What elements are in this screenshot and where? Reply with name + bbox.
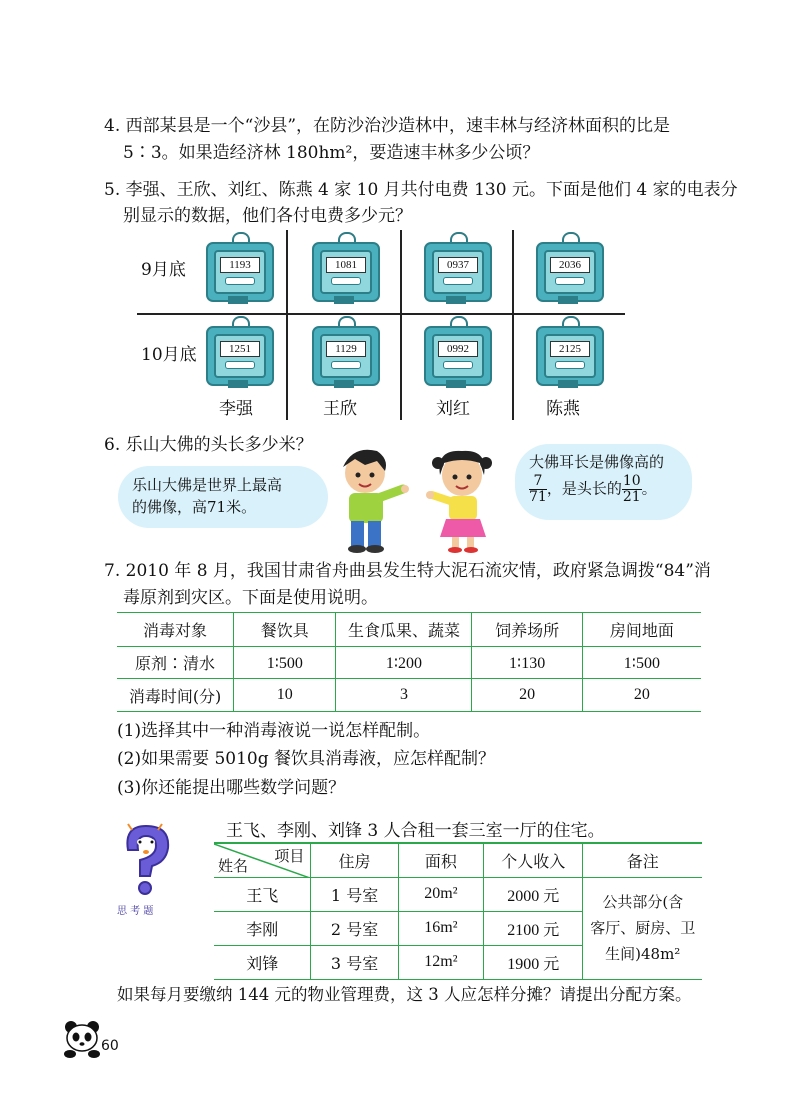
corner-bottom: 姓名 [218, 856, 249, 875]
table-header-cell: 消毒对象 [117, 613, 234, 647]
table-header-cell: 生食瓜果、蔬菜 [336, 613, 472, 647]
bubble-right-line1: 大佛耳长是佛像高的 [529, 453, 665, 471]
table-corner-cell [214, 843, 311, 877]
electric-meter-icon [206, 238, 274, 304]
table-cell: 20 [472, 679, 582, 712]
table-header-cell: 面积 [398, 843, 483, 877]
think-badge-label: 思 考 题 [117, 906, 154, 917]
table-row [117, 647, 701, 679]
fraction: $\frac{10}{21}$ [622, 473, 641, 505]
q5-line2: 别显示的数据，他们各付电费多少元？ [123, 206, 412, 226]
table-cell: 李刚 [214, 911, 311, 945]
table-header-cell: 餐饮具 [234, 613, 336, 647]
electric-meter-icon [312, 322, 380, 388]
table-cell: 10 [234, 679, 336, 712]
note-line: 公共部分(含 [602, 893, 684, 911]
q6-title: 6. 乐山大佛的头长多少米？ [104, 435, 313, 455]
fraction: $\frac{7}{71}$ [529, 473, 547, 505]
meter-reading: 0937 [438, 257, 478, 273]
q7-sub3: (3)你还能提出哪些数学问题？ [117, 778, 346, 798]
table-cell: 12m² [398, 945, 483, 979]
table-cell: 16m² [398, 911, 483, 945]
grid-divider [137, 313, 625, 315]
electric-meter-icon [536, 322, 604, 388]
disinfectant-table [117, 612, 701, 712]
q7-sub2: (2)如果需要 5010g 餐饮具消毒液，应怎样配制？ [117, 749, 496, 769]
bubble-right-end: 。 [641, 479, 657, 498]
electric-meter-icon [424, 238, 492, 304]
meter-reading: 2036 [550, 257, 590, 273]
q4-line2: 5∶3。如果造经济林 180hm²，要造速丰林多少公顷？ [123, 143, 540, 163]
q4-line1: 4. 西部某县是一个“沙县”，在防沙治沙造林中，速丰林与经济林面积的比是 [104, 116, 671, 136]
table-header-cell: 住房 [311, 843, 398, 877]
girl-illustration [422, 445, 502, 555]
table-cell: 2100 元 [484, 911, 583, 945]
meter-reading: 2125 [550, 341, 590, 357]
table-cell: 1 号室 [311, 877, 398, 911]
think-question: 如果每月要缴纳 144 元的物业管理费，这 3 人应怎样分摊？请提出分配方案。 [117, 985, 692, 1004]
grid-divider [512, 230, 514, 420]
note-cell [583, 877, 702, 979]
table-row [117, 613, 701, 647]
table-header-cell: 饲养场所 [472, 613, 582, 647]
table-row [214, 843, 702, 877]
meter-reading: 1251 [220, 341, 260, 357]
q7-sub1: (1)选择其中一种消毒液说一说怎样配制。 [117, 721, 431, 741]
q7-line1: 7. 2010 年 8 月，我国甘肃省舟曲县发生特大泥石流灾情，政府紧急调拨“84”消 [104, 561, 711, 581]
panda-icon [62, 1018, 102, 1060]
page-number: 60 [101, 1038, 119, 1054]
boy-illustration [325, 445, 415, 555]
table-cell: 1900 元 [484, 945, 583, 979]
electric-meter-icon [536, 238, 604, 304]
table-cell: 刘锋 [214, 945, 311, 979]
table-cell: 2 号室 [311, 911, 398, 945]
electric-meter-icon [424, 322, 492, 388]
meter-reading: 1129 [326, 341, 366, 357]
corner-top: 项目 [274, 847, 305, 865]
q5-line1: 5. 李强、王欣、刘红、陈燕 4 家 10 月共付电费 130 元。下面是他们 4 家的电表分 [104, 180, 738, 200]
meter-reading: 0992 [438, 341, 478, 357]
bubble-left-line: 乐山大佛是世界上最高 [132, 476, 283, 494]
grid-divider [286, 230, 288, 420]
meter-reading: 1081 [326, 257, 366, 273]
name-label: 李强 [219, 399, 253, 419]
table-cell: 原剂∶清水 [117, 647, 234, 679]
row-label-oct: 10月底 [141, 345, 197, 365]
table-cell: 1∶130 [472, 647, 582, 679]
row-label-sep: 9月底 [141, 260, 186, 280]
bubble-left-text [132, 474, 282, 518]
table-header-cell: 备注 [583, 843, 702, 877]
table-cell: 20 [582, 679, 701, 712]
table-header-cell: 个人收入 [484, 843, 583, 877]
table-cell: 王飞 [214, 877, 311, 911]
note-line: 客厅、厨房、卫 [590, 919, 696, 937]
think-intro: 王飞、李刚、刘锋 3 人合租一套三室一厅的住宅。 [226, 821, 605, 841]
electric-meter-icon [206, 322, 274, 388]
q7-line2: 毒原剂到灾区。下面是使用说明。 [123, 588, 378, 608]
table-cell: 1∶200 [336, 647, 472, 679]
table-cell: 1∶500 [582, 647, 701, 679]
note-line: 生间)48m² [605, 945, 681, 963]
bubble-right-text [529, 452, 664, 505]
question-mark-icon [110, 820, 180, 900]
table-cell: 3 号室 [311, 945, 398, 979]
bubble-right-mid: ，是头长的 [546, 479, 622, 498]
name-label: 王欣 [323, 399, 357, 419]
name-label: 刘红 [436, 399, 470, 419]
housing-table [214, 842, 702, 980]
meter-reading: 1193 [220, 257, 260, 273]
table-cell: 3 [336, 679, 472, 712]
table-cell: 1∶500 [234, 647, 336, 679]
table-cell: 20m² [398, 877, 483, 911]
table-header-cell: 房间地面 [582, 613, 701, 647]
table-row [117, 679, 701, 712]
grid-divider [400, 230, 402, 420]
table-cell: 2000 元 [484, 877, 583, 911]
electric-meter-icon [312, 238, 380, 304]
name-label: 陈燕 [546, 399, 580, 419]
bubble-left-line: 的佛像，高71米。 [132, 498, 257, 516]
table-row [214, 877, 702, 911]
table-cell: 消毒时间(分) [117, 679, 234, 712]
